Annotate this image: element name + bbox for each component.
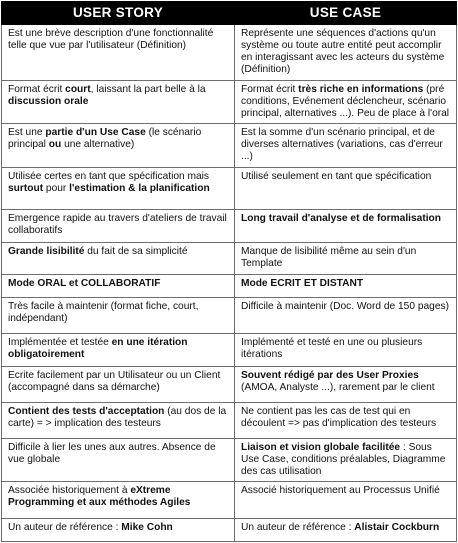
bold-text: Souvent rédigé par des User Proxies [241,369,419,381]
user-story-cell [2,403,235,439]
cell-text: Un auteur de référence : [8,522,122,534]
user-story-cell [2,209,235,242]
bold-text: en une itération obligatoirement [8,336,188,360]
cell-text: pour [43,183,70,195]
user-story-cell [2,298,235,333]
use-case-cell [235,168,457,210]
use-case-cell [235,242,457,274]
use-case-cell [235,519,457,542]
use-case-cell [235,209,457,242]
use-case-cell [235,333,457,366]
user-story-cell [2,439,235,482]
cell-text: , laissant la part belle à la [90,83,206,95]
cell-text: Est une brève description d'une fonctionnalité telle que vue par l'utilisateur (Définition) [8,28,214,51]
table-body [2,25,457,542]
use-case-cell [235,124,457,168]
table-row [2,298,457,333]
cell-text: Un auteur de référence : [241,522,355,534]
cell-text: Difficile à lier les unes aux autres. Absence de vue globale [8,442,216,466]
cell-text: (au dos de la carte) = > implication des testeurs [8,406,227,430]
bold-text: l'estimation & la planification [69,183,210,195]
cell-text: Format écrit [241,83,299,95]
user-story-cell [2,482,235,519]
use-case-cell [235,80,457,124]
bold-text: eXtreme Programming et aux méthodes Agiles [8,485,191,509]
user-story-cell [2,80,235,124]
use-case-cell [235,439,457,482]
table-row [2,80,457,124]
table-row [2,439,457,482]
cell-text: Est une [8,127,46,139]
header-use-case: USE CASE [235,2,457,25]
bold-text: Mode ORAL et COLLABORATIF [8,277,161,289]
cell-text: Implémentée et testée [8,336,112,348]
bold-text: Long travail d'analyse et de formalisation [241,212,441,224]
cell-text: Implémenté et testé en une ou plusieurs itérations [241,336,423,360]
header-user-story: USER STORY [2,2,235,25]
header-row [2,2,457,25]
bold-text: Alistair Cockburn [354,522,440,534]
use-case-cell [235,403,457,439]
user-story-cell [2,519,235,542]
cell-text: Manque de lisibilité même au sein d'un Template [241,245,417,269]
cell-text: Est la somme d'un scénario principal, et de diverses alternatives (variations, cas d'erreur ...) [241,127,443,163]
use-case-cell [235,366,457,402]
cell-text: : Sous Use Case, conditions préalables, Diagramme des cas utilisation [241,442,446,478]
table-row [2,124,457,168]
cell-text: Utilisée certes en tant que spécification mais [8,171,210,183]
cell-text: (AMOA, Analyste ...), rarement par le client [241,381,435,393]
cell-text: Associée historiquement à [8,485,131,497]
use-case-cell [235,298,457,333]
user-story-cell [2,168,235,210]
bold-text: Grande lisibilité [8,245,85,257]
cell-text: Difficile à maintenir (Doc. Word de 150 pages) [241,301,449,313]
bold-text: court [65,83,91,95]
table-row [2,519,457,542]
cell-text: une alternative) [61,139,135,151]
table-row [2,366,457,402]
user-story-cell [2,333,235,366]
cell-text: Associé historiquement au Processus Unifié [241,485,440,497]
bold-text: Mode ECRIT ET DISTANT [241,277,364,289]
use-case-cell [235,274,457,298]
cell-text: Ecrite facilement par un Utilisateur ou un Client (accompagné dans sa démarche) [8,369,221,393]
table-row [2,403,457,439]
comparison-table [1,1,457,542]
table-row [2,25,457,81]
use-case-cell [235,482,457,519]
table-row [2,209,457,242]
user-story-cell [2,274,235,298]
bold-text: très riche en informations [298,83,424,95]
bold-text: surtout [8,183,44,195]
table-row [2,333,457,366]
table-row [2,242,457,274]
user-story-cell [2,366,235,402]
cell-text: du fait de sa simplicité [84,245,188,257]
cell-text: Utilisé seulement en tant que spécification [241,171,432,183]
user-story-cell [2,242,235,274]
cell-text: (le scénario principal [8,127,202,151]
use-case-cell [235,25,457,81]
bold-text: partie d'un Use Case [45,127,146,139]
user-story-cell [2,25,235,81]
table-row [2,168,457,210]
cell-text: Très facile à maintenir (format fiche, court, indépendant) [8,301,199,325]
cell-text: (pré conditions, Evénement déclencheur, scénario principal, alternatives ...). Peu de place à l'oral [241,83,450,119]
bold-text: ou [48,139,62,151]
cell-text: Représente une séquences d'actions qu'un système ou toute autre entité peut accomplir en interagissant avec les acteurs du système (Définition) [241,28,445,75]
table-row [2,274,457,298]
table-row [2,482,457,519]
cell-text: Emergence rapide au travers d'ateliers de travail collaboratifs [8,212,227,236]
bold-text: Liaison et vision globale facilitée [241,442,401,454]
bold-text: Contient des tests d'acceptation [8,406,165,418]
bold-text: Mike Cohn [121,522,173,534]
cell-text: Format écrit [8,83,66,95]
bold-text: discussion orale [8,95,89,107]
user-story-cell [2,124,235,168]
cell-text: Ne contient pas les cas de test qui en découlent => pas d'implication des testeurs [241,406,437,430]
